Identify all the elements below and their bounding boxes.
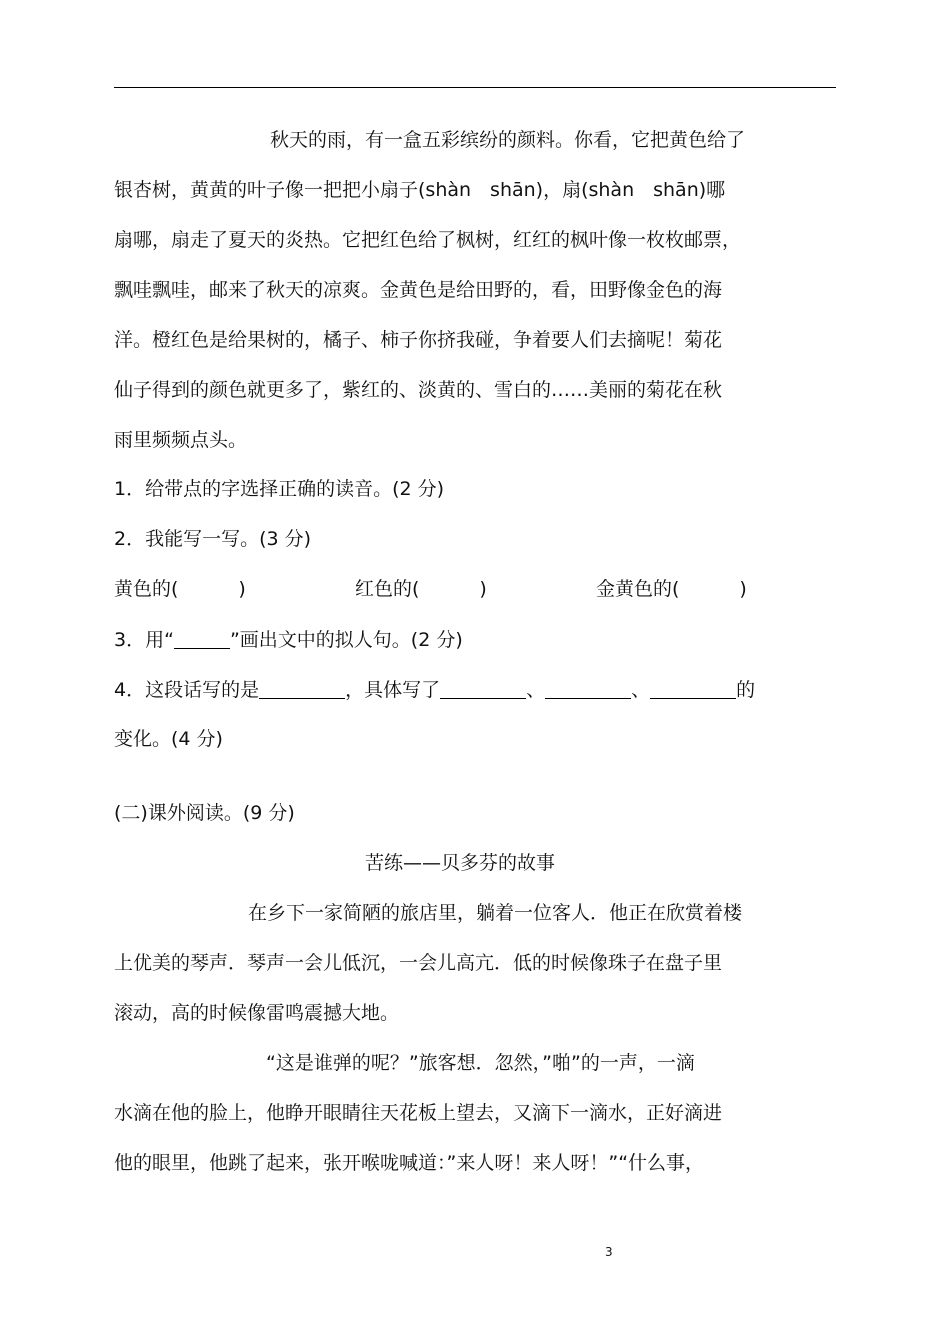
story-line-2: 上优美的琴声．琴声一会儿低沉，一会儿高亢．低的时候像珠子在盘子里: [114, 952, 723, 974]
question-4-end: 的: [736, 679, 756, 701]
passage1-line-3: 扇哪，扇走了夏天的炎热。它把红色给了枫树，红红的枫叶像一枚枚邮票，: [114, 229, 742, 251]
question-4-line-2: 变化。(4 分): [114, 728, 223, 750]
question-2-answer-red: [355, 580, 487, 599]
section-2-heading: (二)课外阅读。(9 分): [114, 802, 295, 824]
question-3: [114, 630, 463, 650]
header-rule: [114, 87, 836, 88]
question-4: [114, 680, 755, 700]
question-4-sep-2: 、: [631, 679, 651, 701]
page-number: 3: [605, 1245, 613, 1259]
answer-yellow-label: 黄色的(: [114, 578, 179, 600]
answer-gold-label: 金黄色的(: [596, 578, 680, 600]
underline-mark: [174, 630, 230, 649]
question-2: 2．我能写一写。(3 分): [114, 528, 312, 550]
story-line-1: 在乡下一家简陋的旅店里，躺着一位客人．他正在欣赏着楼: [248, 902, 743, 924]
passage1-line-1: 秋天的雨，有一盒五彩缤纷的颜料。你看，它把黄色给了: [270, 129, 746, 151]
story-line-6: 他的眼里，他跳了起来，张开喉咙喊道：”来人呀！来人呀！”“什么事，: [114, 1152, 705, 1174]
question-3-suffix: ”画出文中的拟人句。(2 分): [229, 629, 463, 651]
answer-gold-close: ): [739, 578, 747, 600]
question-4-mid: ，具体写了: [345, 679, 441, 701]
story-line-5: 水滴在他的脸上，他睁开眼睛往天花板上望去，又滴下一滴水，正好滴进: [114, 1102, 723, 1124]
story-line-4: “这是谁弹的呢？”旅客想．忽然，”啪”的一声，一滴: [266, 1052, 695, 1074]
question-3-prefix: 3．用“: [114, 629, 174, 651]
question-2-answers: [114, 580, 246, 599]
question-4-prefix: 4．这段话写的是: [114, 679, 260, 701]
passage1-line-6: 仙子得到的颜色就更多了，紫红的、淡黄的、雪白的……美丽的菊花在秋: [114, 379, 723, 401]
question-2-answer-gold: [596, 580, 747, 599]
story-line-3: 滚动，高的时候像雷鸣震撼大地。: [114, 1002, 400, 1024]
passage1-line-7: 雨里频频点头。: [114, 429, 248, 451]
answer-blank-2[interactable]: [440, 680, 526, 699]
question-1: 1．给带点的字选择正确的读音。(2 分): [114, 478, 445, 500]
answer-yellow-close: ): [238, 578, 246, 600]
story-title: 苦练——贝多芬的故事: [365, 852, 556, 874]
answer-blank-1[interactable]: [259, 680, 345, 699]
answer-red-close: ): [479, 578, 487, 600]
answer-blank-4[interactable]: [650, 680, 736, 699]
passage1-line-4: 飘哇飘哇，邮来了秋天的凉爽。金黄色是给田野的，看，田野像金色的海: [114, 279, 723, 301]
answer-red-label: 红色的(: [355, 578, 420, 600]
passage1-line-5: 洋。橙红色是给果树的，橘子、柿子你挤我碰，争着要人们去摘呢！菊花: [114, 329, 723, 351]
passage1-line-2: 银杏树，黄黄的叶子像一把把小扇子(shàn shān)，扇(shàn shān)哪: [114, 179, 726, 201]
question-4-sep-1: 、: [526, 679, 546, 701]
answer-blank-3[interactable]: [545, 680, 631, 699]
